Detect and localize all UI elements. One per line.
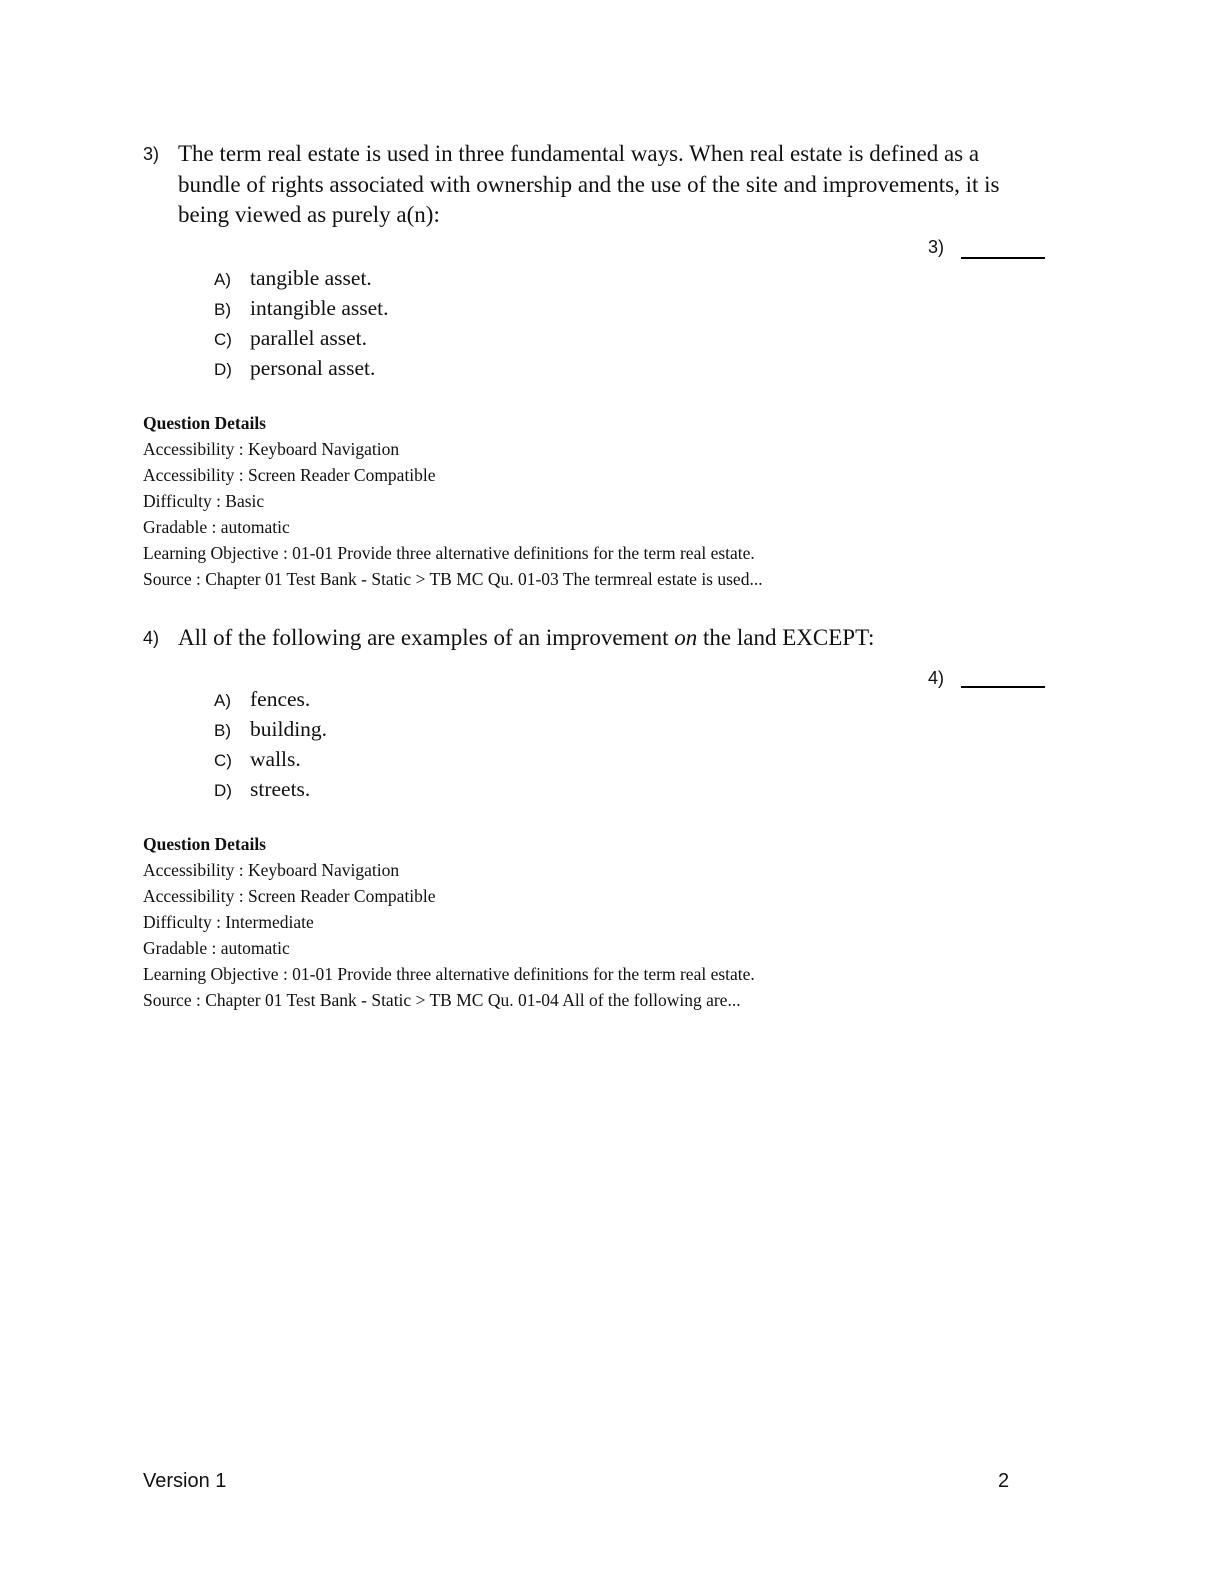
page-number: 2 bbox=[998, 1470, 1010, 1492]
choice-text: fences. bbox=[250, 687, 311, 711]
detail-line: Accessibility : Keyboard Navigation bbox=[143, 860, 400, 880]
details-title: Question Details bbox=[143, 413, 266, 433]
choice-letter: A) bbox=[214, 270, 231, 289]
choice-text: walls. bbox=[250, 747, 301, 771]
choice-b bbox=[214, 296, 389, 321]
choice-letter: A) bbox=[214, 691, 231, 710]
detail-line: Difficulty : Basic bbox=[143, 491, 265, 511]
detail-line: Learning Objective : 01-01 Provide three alternative definitions for the term real estate. bbox=[143, 964, 755, 984]
question-number: 4) bbox=[143, 628, 160, 648]
answer-blank bbox=[961, 686, 1045, 688]
choice-c bbox=[214, 326, 367, 351]
choice-a bbox=[214, 687, 310, 712]
detail-line: Gradable : automatic bbox=[143, 517, 290, 537]
answer-label: 4) bbox=[928, 668, 945, 688]
detail-line: Difficulty : Intermediate bbox=[143, 912, 314, 932]
choice-d bbox=[214, 777, 310, 802]
choice-b bbox=[214, 717, 327, 742]
question-text: The term real estate is used in three fundamental ways. When real estate is defined as a bundle of rights associated with ownership and the use of the site and improvements, it is being viewed as purely a(n): bbox=[178, 141, 1000, 227]
answer-blank bbox=[961, 257, 1045, 259]
detail-line: Accessibility : Keyboard Navigation bbox=[143, 439, 400, 459]
choice-letter: C) bbox=[214, 751, 232, 770]
detail-line: Accessibility : Screen Reader Compatible bbox=[143, 886, 436, 906]
choice-text: parallel asset. bbox=[250, 326, 368, 350]
choice-letter: D) bbox=[214, 781, 232, 800]
choice-d bbox=[214, 356, 375, 381]
version-label: Version 1 bbox=[143, 1470, 227, 1492]
detail-line: Accessibility : Screen Reader Compatible bbox=[143, 465, 436, 485]
choice-c bbox=[214, 747, 301, 772]
detail-line: Source : Chapter 01 Test Bank - Static > TB MC Qu. 01-03 The termreal estate is used... bbox=[143, 569, 763, 589]
details-title: Question Details bbox=[143, 834, 266, 854]
choice-text: personal asset. bbox=[250, 356, 376, 380]
choice-letter: B) bbox=[214, 721, 231, 740]
choice-letter: B) bbox=[214, 300, 231, 319]
detail-line: Learning Objective : 01-01 Provide three alternative definitions for the term real estate. bbox=[143, 543, 755, 563]
choice-text: intangible asset. bbox=[250, 296, 389, 320]
detail-line: Source : Chapter 01 Test Bank - Static > TB MC Qu. 01-04 All of the following are... bbox=[143, 990, 741, 1010]
detail-line: Gradable : automatic bbox=[143, 938, 290, 958]
answer-label: 3) bbox=[928, 237, 945, 257]
choice-text: building. bbox=[250, 717, 328, 741]
choice-letter: C) bbox=[214, 330, 232, 349]
choice-text: streets. bbox=[250, 777, 311, 801]
question-text-emphasis: on bbox=[674, 625, 698, 650]
question-text bbox=[178, 623, 874, 654]
choice-letter: D) bbox=[214, 360, 232, 379]
choice-text: tangible asset. bbox=[250, 266, 372, 290]
question-text-part: All of the following are examples of an improvement bbox=[178, 625, 675, 650]
question-number: 3) bbox=[143, 144, 160, 164]
choice-a bbox=[214, 266, 372, 291]
question-text-part: the land EXCEPT: bbox=[697, 625, 875, 650]
